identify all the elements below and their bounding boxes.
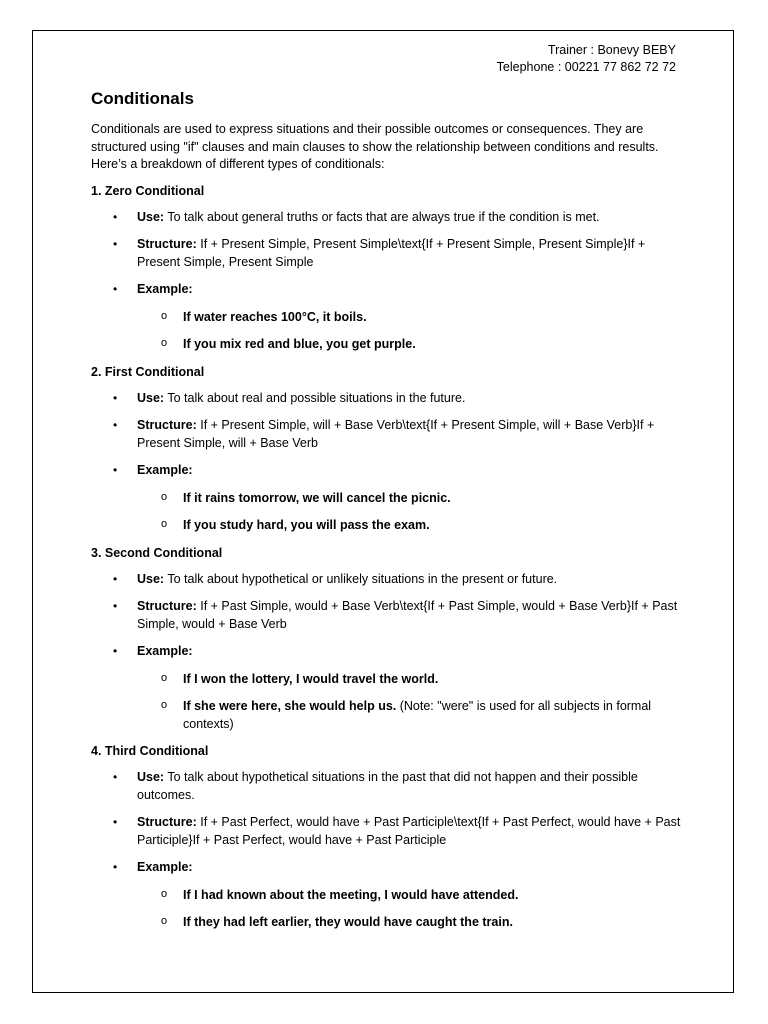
structure-item [91,598,691,633]
section-title: 2. First Conditional [91,364,205,379]
structure-label: Structure: [137,599,197,613]
example-sentence [137,671,691,689]
section-title: 4. Third Conditional [91,744,209,758]
example-sentence [137,490,691,508]
structure-item [91,236,691,271]
use-text: To talk about hypothetical situations in the past that did not happen and their possible outcomes. [137,770,638,802]
use-item [91,571,691,589]
structure-text: If + Present Simple, will + Base Verb\text{If + Present Simple, will + Base Verb}If + Present Simple, will + Base Verb [137,418,655,450]
telephone-line: Telephone : 00221 77 862 72 72 [496,60,676,74]
document-content [91,42,691,942]
example-label: Example: [137,463,193,477]
example-item [91,462,691,535]
example-sentence [137,309,691,327]
example-list [137,490,691,535]
example-sentence [137,698,691,733]
use-text: To talk about general truths or facts that are always true if the condition is met. [167,209,600,224]
example-label: Example: [137,282,193,296]
bullet-list [91,769,691,932]
use-label: Use: [137,770,165,784]
structure-item [91,814,691,849]
example-sentence [137,336,691,354]
conditional-section [91,364,691,535]
use-text: To talk about hypothetical or unlikely situations in the present or future. [167,571,558,586]
example-item [91,281,691,354]
structure-text: If + Present Simple, Present Simple\text{If + Present Simple, Present Simple}If + Present Simple, Present Simple [137,237,646,269]
example-note: (Note: "were" is used for all subjects in formal contexts) [183,699,652,731]
structure-label: Structure: [137,237,197,251]
example-text: If I won the lottery, I would travel the world. [183,671,439,686]
use-label: Use: [137,390,165,405]
structure-text: If + Past Perfect, would have + Past Participle\text{If + Past Perfect, would have + Past Participle}If + Past Perfect, would have + Past Participle [137,815,681,847]
example-item [91,643,691,733]
conditional-section [91,743,691,932]
trainer-line: Trainer : Bonevy BEBY [547,43,676,57]
use-label: Use: [137,209,165,224]
bullet-list [91,571,691,734]
example-list [137,671,691,734]
sections-container [91,183,691,932]
example-text: If it rains tomorrow, we will cancel the picnic. [183,490,451,505]
structure-label: Structure: [137,815,197,829]
example-text: If she were here, she would help us. [183,699,397,713]
bullet-list [91,390,691,535]
example-item [91,859,691,932]
structure-text: If + Past Simple, would + Base Verb\text{If + Past Simple, would + Base Verb}If + Past Simple, would + Base Verb [137,599,678,631]
example-sentence [137,914,691,932]
conditional-section [91,183,691,354]
bullet-list [91,209,691,354]
section-title: 3. Second Conditional [91,545,223,560]
use-text: To talk about real and possible situations in the future. [167,390,466,405]
use-item [91,209,691,227]
structure-label: Structure: [137,418,197,432]
header-info [91,42,676,76]
use-item [91,769,691,804]
example-text: If they had left earlier, they would have caught the train. [183,915,513,929]
example-label: Example: [137,644,193,658]
example-text: If water reaches 100°C, it boils. [183,309,367,324]
example-list [137,887,691,932]
example-text: If you study hard, you will pass the exam. [183,518,430,532]
conditional-section [91,545,691,734]
example-label: Example: [137,860,193,874]
use-label: Use: [137,571,165,586]
section-title: 1. Zero Conditional [91,183,205,198]
example-sentence [137,887,691,905]
use-item [91,390,691,408]
intro-paragraph: Conditionals are used to express situations and their possible outcomes or consequences. They are structured using "if" clauses and main clauses to show the relationship between conditions and results. Here’s a breakdown of different types of conditionals: [91,122,659,171]
page-title: Conditionals [91,89,194,108]
example-list [137,309,691,354]
structure-item [91,417,691,452]
example-sentence [137,517,691,535]
example-text: If you mix red and blue, you get purple. [183,337,416,351]
example-text: If I had known about the meeting, I would have attended. [183,887,519,902]
